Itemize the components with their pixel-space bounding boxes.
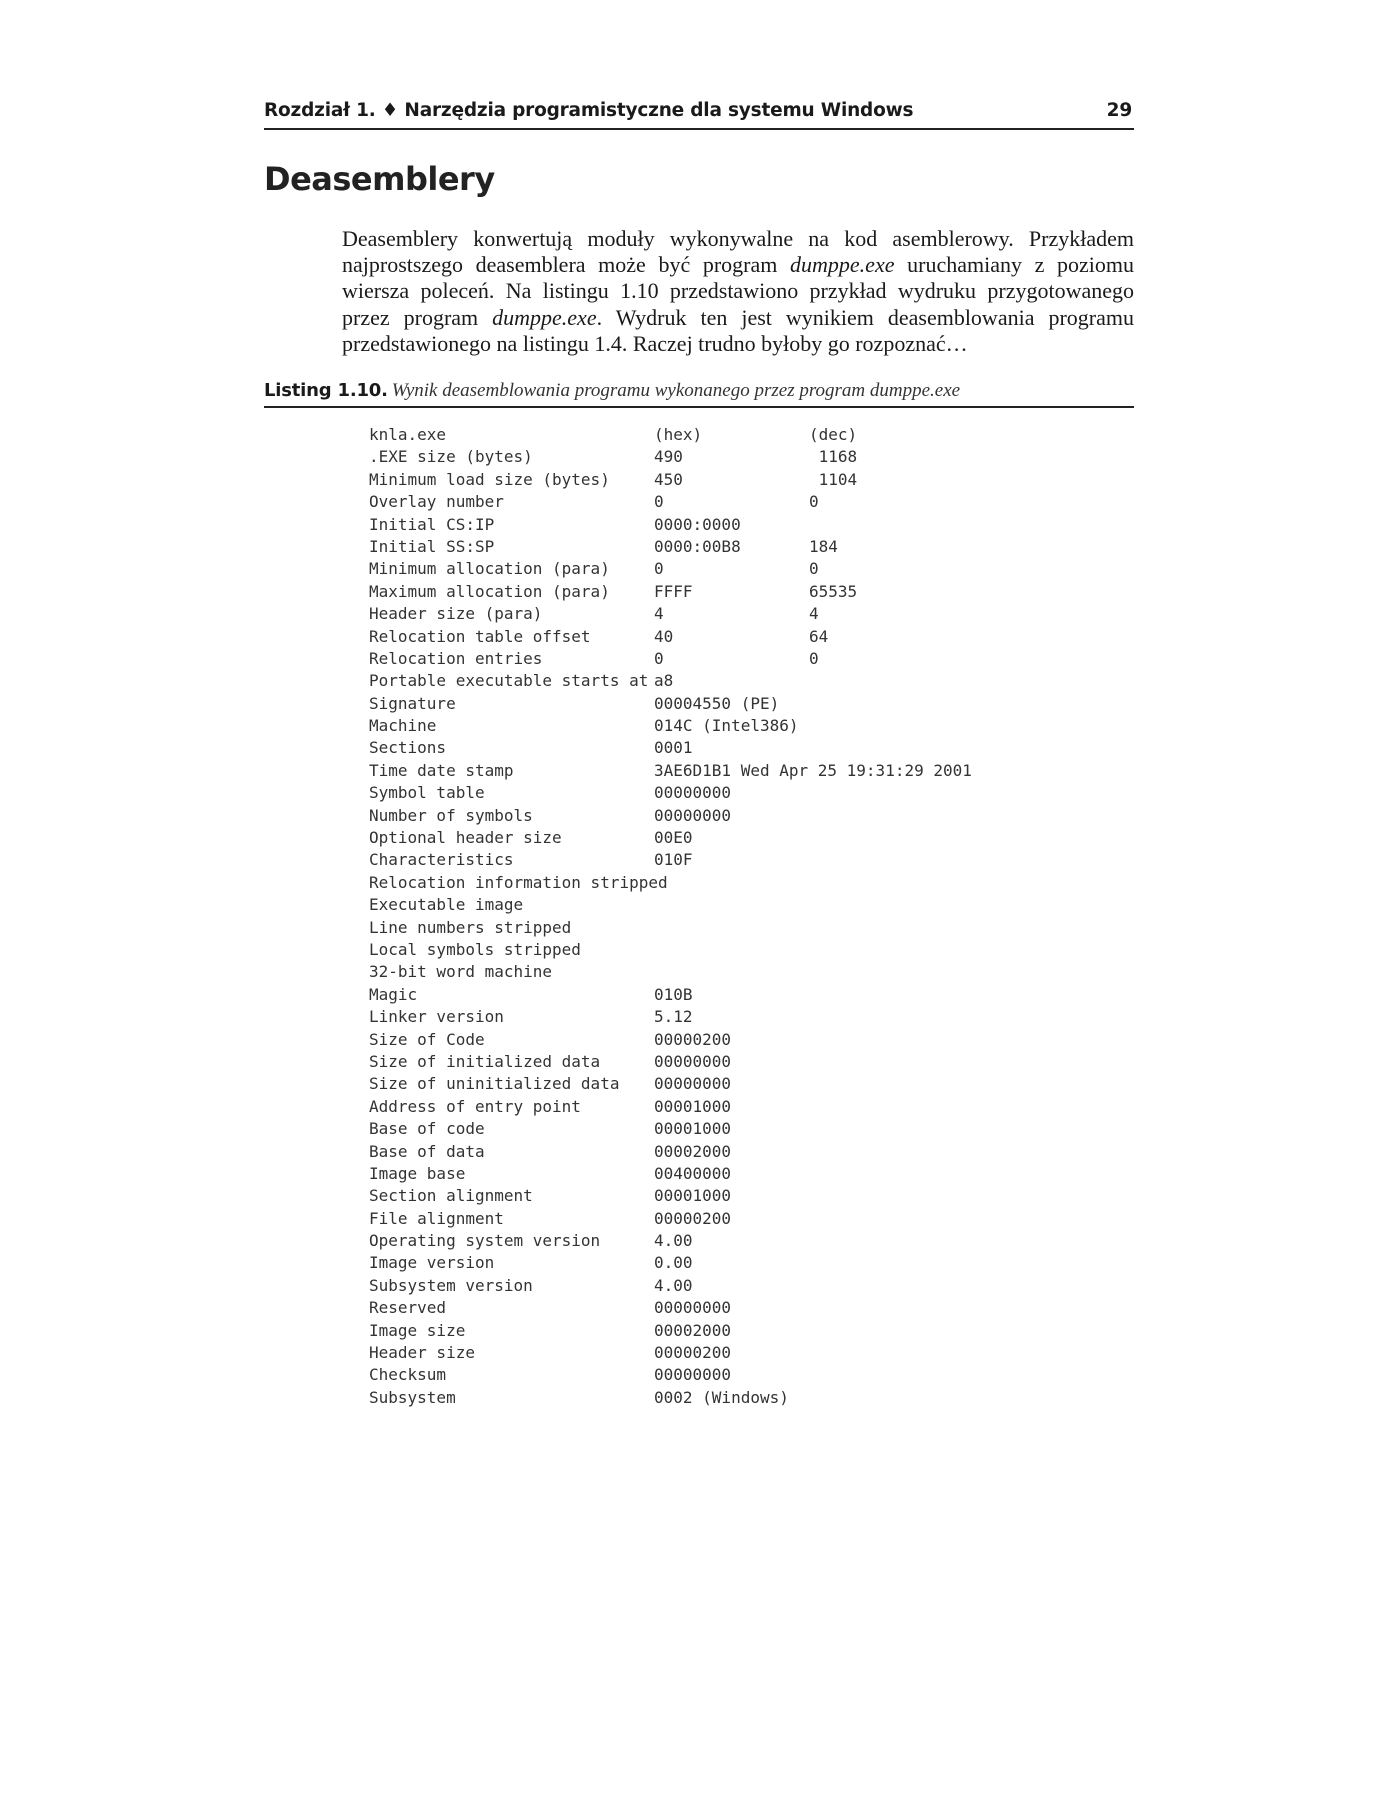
listing-hex-value: 00000000 xyxy=(654,1365,732,1385)
listing-field-name: Subsystem xyxy=(369,1387,456,1407)
listing-hex-value: 40 xyxy=(654,626,674,646)
listing-hex-value: 00000000 xyxy=(654,805,732,825)
listing-field-name: Machine xyxy=(369,716,437,736)
listing-field-name: Initial CS:IP xyxy=(369,514,495,534)
listing-field-name: Local symbols stripped xyxy=(369,939,581,959)
intro-paragraph xyxy=(342,226,1134,357)
listing-field-name: Relocation information stripped xyxy=(369,872,668,892)
listing-title: Wynik deasemblowania programu wykonanego przez program dumppe.exe xyxy=(391,380,961,401)
listing-caption xyxy=(264,380,1134,408)
listing-hex-value: 0000:00B8 xyxy=(654,536,741,556)
listing-field-name: 32-bit word machine xyxy=(369,962,553,982)
listing-field-name: Magic xyxy=(369,984,418,1004)
listing-dec-value: 4 xyxy=(809,604,819,624)
listing-hex-value: FFFF xyxy=(654,581,693,601)
listing-hex-value: 00E0 xyxy=(654,828,693,848)
listing-hex-value: 3AE6D1B1 Wed Apr 25 19:31:29 2001 xyxy=(654,760,972,780)
filename-dumppe-1: dumppe.exe xyxy=(790,252,895,278)
listing-hex-value: 0 xyxy=(654,559,664,579)
listing-field-name: Header size (para) xyxy=(369,604,543,624)
listing-field-name: Checksum xyxy=(369,1365,447,1385)
listing-hex-value: 00000000 xyxy=(654,1051,732,1071)
listing-hex-value: 4 xyxy=(654,604,664,624)
listing-dec-value: (dec) xyxy=(809,425,858,444)
paragraph-text-1: Deasemblery konwertują moduły wykonywalne na kod asemblerowy. Przykładem najprostszego deasemblera może być program xyxy=(342,226,1134,278)
listing-field-name: .EXE size (bytes) xyxy=(369,447,533,467)
listing-field-name: Minimum load size (bytes) xyxy=(369,469,610,489)
listing-field-name: Initial SS:SP xyxy=(369,536,495,556)
listing-dec-value: 0 xyxy=(809,492,819,512)
listing-hex-value: 00400000 xyxy=(654,1163,732,1183)
listing-hex-value: 00004550 (PE) xyxy=(654,693,780,713)
listing-hex-value: 014C (Intel386) xyxy=(654,716,799,736)
listing-field-name: Number of symbols xyxy=(369,805,533,825)
listing-hex-value: 5.12 xyxy=(654,1007,693,1027)
filename-dumppe-2: dumppe.exe xyxy=(492,304,597,330)
listing-dec-value: 1104 xyxy=(809,469,858,489)
listing-field-name: Optional header size xyxy=(369,828,562,848)
listing-hex-value: 00000000 xyxy=(654,1298,732,1318)
listing-hex-value: 00000200 xyxy=(654,1029,732,1049)
listing-field-name: Size of uninitialized data xyxy=(369,1074,620,1094)
listing-field-name: Characteristics xyxy=(369,850,514,870)
listing-hex-value: 00000000 xyxy=(654,1074,732,1094)
listing-field-name: Signature xyxy=(369,693,456,713)
listing-dec-value: 1168 xyxy=(809,447,858,467)
section-heading: Deasemblery xyxy=(264,160,495,198)
listing-dec-value: 65535 xyxy=(809,581,858,601)
listing-dec-value: 184 xyxy=(809,536,838,556)
listing-field-name: Address of entry point xyxy=(369,1096,581,1116)
listing-field-name: Size of initialized data xyxy=(369,1051,601,1071)
listing-hex-value: 00001000 xyxy=(654,1096,732,1116)
listing-hex-value: 450 xyxy=(654,469,683,489)
listing-field-name: Relocation entries xyxy=(369,648,543,668)
listing-field-name: Base of data xyxy=(369,1141,485,1161)
listing-hex-value: 4.00 xyxy=(654,1231,693,1251)
page-number: 29 xyxy=(1106,100,1132,121)
listing-field-name: Operating system version xyxy=(369,1231,601,1251)
listing-field-name: Image version xyxy=(369,1253,495,1273)
listing-field-name: Section alignment xyxy=(369,1186,533,1206)
listing-field-name: Maximum allocation (para) xyxy=(369,581,610,601)
listing-dec-value: 64 xyxy=(809,626,829,646)
listing-field-name: Linker version xyxy=(369,1007,504,1027)
listing-field-name: Header size xyxy=(369,1343,475,1363)
listing-field-name: File alignment xyxy=(369,1208,504,1228)
listing-dec-value: 0 xyxy=(809,648,819,668)
listing-field-name: Size of Code xyxy=(369,1029,485,1049)
listing-hex-value: 00000200 xyxy=(654,1208,732,1228)
listing-field-name: Image base xyxy=(369,1163,466,1183)
chapter-title: Rozdział 1. ♦ Narzędzia programistyczne dla systemu Windows xyxy=(264,100,914,121)
listing-hex-value: 0 xyxy=(654,648,664,668)
listing-hex-value: 00002000 xyxy=(654,1320,732,1340)
paragraph-text-3: . Wydruk ten jest wynikiem deasemblowania programu przedstawionego na listingu 1.4. Raczej trudno byłoby go rozpoznać… xyxy=(342,304,1134,356)
listing-field-name: Minimum allocation (para) xyxy=(369,559,610,579)
listing-hex-value: 00001000 xyxy=(654,1186,732,1206)
listing-hex-value: 00002000 xyxy=(654,1141,732,1161)
running-header xyxy=(264,98,1134,130)
listing-dec-value: 0 xyxy=(809,559,819,579)
listing-hex-value: 0.00 xyxy=(654,1253,693,1273)
listing-hex-value: 010F xyxy=(654,850,693,870)
listing-hex-value: 00001000 xyxy=(654,1119,732,1139)
listing-hex-value: 0000:0000 xyxy=(654,514,741,534)
listing-hex-value: 0002 (Windows) xyxy=(654,1387,789,1407)
listing-field-name: Overlay number xyxy=(369,492,504,512)
listing-field-name: Subsystem version xyxy=(369,1275,533,1295)
listing-label: Listing 1.10. xyxy=(264,380,388,401)
listing-field-name: Base of code xyxy=(369,1119,485,1139)
listing-field-name: Symbol table xyxy=(369,783,485,803)
listing-field-name: Sections xyxy=(369,738,447,758)
listing-hex-value: 00000200 xyxy=(654,1343,732,1363)
listing-field-name: Line numbers stripped xyxy=(369,917,572,937)
paragraph-text-2: uruchamiany z poziomu wiersza poleceń. Na listingu 1.10 przedstawiono przykład wydruku przygotowanego przez program xyxy=(342,252,1134,330)
listing-hex-value: 00000000 xyxy=(654,783,732,803)
listing-hex-value: 490 xyxy=(654,447,683,467)
listing-hex-value: 0 xyxy=(654,492,664,512)
listing-field-name: Reserved xyxy=(369,1298,447,1318)
listing-field-name: Portable executable starts at xyxy=(369,671,649,691)
listing-hex-value: 0001 xyxy=(654,738,693,758)
listing-hex-value: 4.00 xyxy=(654,1275,693,1295)
listing-field-name: knla.exe xyxy=(369,425,447,444)
listing-field-name: Relocation table offset xyxy=(369,626,591,646)
listing-hex-value: a8 xyxy=(654,671,674,691)
listing-hex-value: 010B xyxy=(654,984,693,1004)
listing-field-name: Time date stamp xyxy=(369,760,514,780)
listing-field-name: Executable image xyxy=(369,895,524,915)
listing-field-name: Image size xyxy=(369,1320,466,1340)
listing-hex-value: (hex) xyxy=(654,425,703,444)
